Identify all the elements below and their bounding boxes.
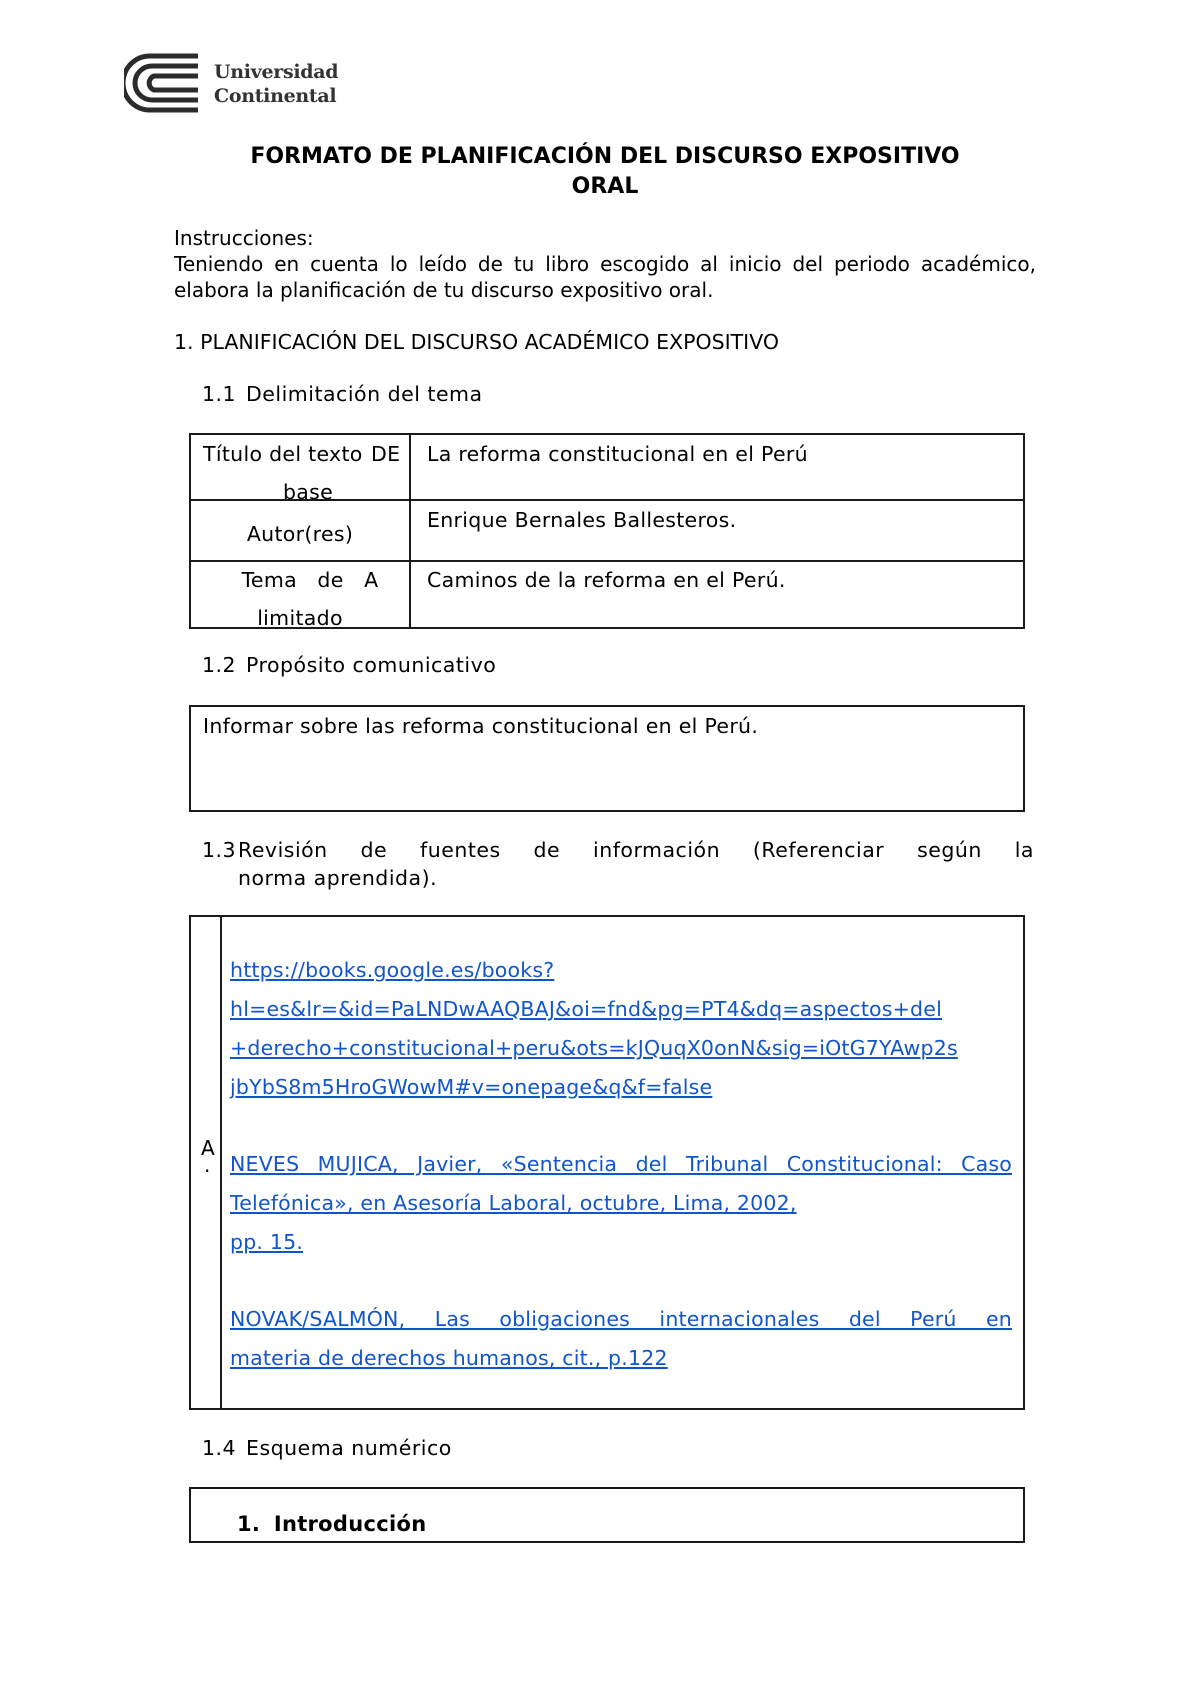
instructions-label: Instrucciones: [174,226,314,250]
section-1-heading: 1. PLANIFICACIÓN DEL DISCURSO ACADÉMICO EXPOSITIVO [174,330,780,354]
outline-box [189,1487,1025,1543]
logo-mark-icon [124,52,204,116]
reference-link-line[interactable]: NEVES MUJICA, Javier, «Sentencia del Tribunal Constitucional: Caso [230,1152,1012,1176]
reference-link-line[interactable]: NOVAK/SALMÓN, Las obligaciones internacionales del Perú en [230,1307,1012,1331]
section-title: Esquema numérico [246,1436,452,1460]
reference-link-line[interactable]: materia de derechos humanos, cit., p.122 [230,1346,668,1370]
logo-text [214,60,338,108]
section-1-2-heading [202,651,496,679]
reference-link-line[interactable]: +derecho+constitucional+peru&ots=kJQuqX0onN&sig=iOtG7YAwp2s [230,1036,958,1060]
label-topic [191,561,409,637]
page-title [170,142,1040,202]
section-number: 1.2 [202,653,237,677]
marker-letter: A [201,1136,215,1160]
reference-link-line[interactable]: hl=es&lr=&id=PaLNDwAAQBAJ&oi=fnd&pg=PT4&dq=aspectos+del [230,997,942,1021]
section-title-line-2: norma aprendida). [238,866,438,890]
label-line: Título del texto [203,442,363,466]
section-title-line-1: Revisión de fuentes de información (Referenciar según la [238,838,1034,862]
outline-item [237,1508,426,1540]
logo-line-1: Universidad [214,61,339,83]
reference-3[interactable] [230,1300,1012,1378]
label-line: Tema de A [241,568,379,592]
outline-item-number: 1. [237,1512,261,1536]
topic-table [189,433,1025,629]
section-title: Delimitación del tema [246,382,483,406]
section-1-4-heading [202,1434,452,1462]
label-line: base [282,480,334,504]
label-author: Autor(res) [246,522,354,546]
title-line-1: FORMATO DE PLANIFICACIÓN DEL DISCURSO EXPOSITIVO [250,144,960,169]
reference-link-line[interactable]: Telefónica», en Asesoría Laboral, octubre, Lima, 2002, [230,1191,797,1215]
logo-line-2: Continental [214,85,337,107]
marker [201,1136,215,1177]
purpose-text: Informar sobre las reforma constitucional en el Perú. [203,714,759,738]
section-number: 1.1 [202,382,237,406]
reference-link-line[interactable]: jbYbS8m5HroGWowM#v=onepage&q&f=false [230,1075,713,1099]
marker-dot: . [204,1153,211,1177]
section-number: 1.3 [202,838,237,862]
reference-link-line[interactable]: https://books.google.es/books? [230,958,555,982]
section-number: 1.4 [202,1436,237,1460]
label-overlap-text: DE [371,442,401,466]
label-line: limitado [257,606,343,630]
outline-item-text: Introducción [273,1512,427,1536]
value-author: Enrique Bernales Ballesteros. [427,508,737,532]
reference-1[interactable] [230,951,1012,1107]
section-title: Propósito comunicativo [246,653,497,677]
sources-box [189,915,1025,1410]
value-base-text: La reforma constitucional en el Perú [427,442,808,466]
title-line-2: ORAL [571,174,639,199]
reference-2[interactable] [230,1145,1012,1262]
section-1-3-heading [202,836,1034,892]
instructions-text: Teniendo en cuenta lo leído de tu libro escogido al inicio del periodo académico, elabora la planificación de tu discurso expositivo oral. [174,252,1036,302]
column-divider [220,917,222,1408]
purpose-box [189,705,1025,812]
section-1-1-heading [202,380,483,408]
value-topic: Caminos de la reforma en el Perú. [427,568,786,592]
reference-link-line[interactable]: pp. 15. [230,1230,304,1254]
